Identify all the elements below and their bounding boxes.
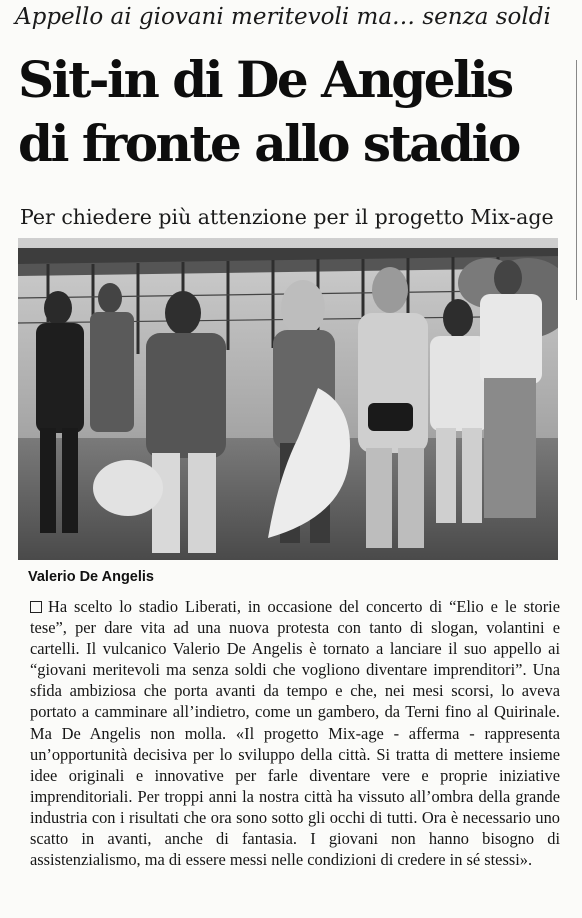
kicker: Appello ai giovani meritevoli ma… senza soldi	[15, 4, 551, 30]
crowd-photo-illustration	[18, 238, 558, 560]
article-body	[30, 596, 560, 870]
photo-caption: Valerio De Angelis	[28, 569, 154, 585]
headline	[18, 48, 568, 176]
headline-line-1: Sit-in di De Angelis	[18, 50, 512, 109]
news-photo	[18, 238, 558, 560]
checkbox-bullet-icon	[30, 601, 42, 613]
column-divider	[576, 60, 577, 300]
headline-line-2: di fronte allo stadio	[18, 114, 519, 173]
article-body-text: Ha scelto lo stadio Liberati, in occasione del concerto di “Elio e le storie tese”, per dare vita ad una nuova protesta con tanto di slogan, volantini e cartelli. Il vulcanico Valerio De Angelis è tornato a lanciare il suo appello ai “giovani meritevoli ma senza soldi che vogliono diventare imprenditori”. Una sfida ambiziosa che porta avanti da tempo e che, nei mesi scorsi, lo aveva portato a camminare all’indietro, come un gambero, da Terni fino al Quirinale. Ma De Angelis non molla. «Il progetto Mix-age - afferma - rappresenta un’opportunità decisiva per lo sviluppo della città. Si tratta di mettere insieme idee originali e innovative per farle diventare vere e proprie iniziative imprenditoriali. Per troppi anni la nostra città ha vissuto all’ombra della grande industria con i risultati che ora sono sotto gli occhi di tutti. Ora è necessario uno scatto in avanti, anche di fantasia. I giovani non hanno bisogno di assistenzialismo, ma di essere messi nelle condizioni di credere in sé stessi».	[30, 597, 560, 870]
subheadline: Per chiedere più attenzione per il progetto Mix-age	[20, 205, 554, 229]
